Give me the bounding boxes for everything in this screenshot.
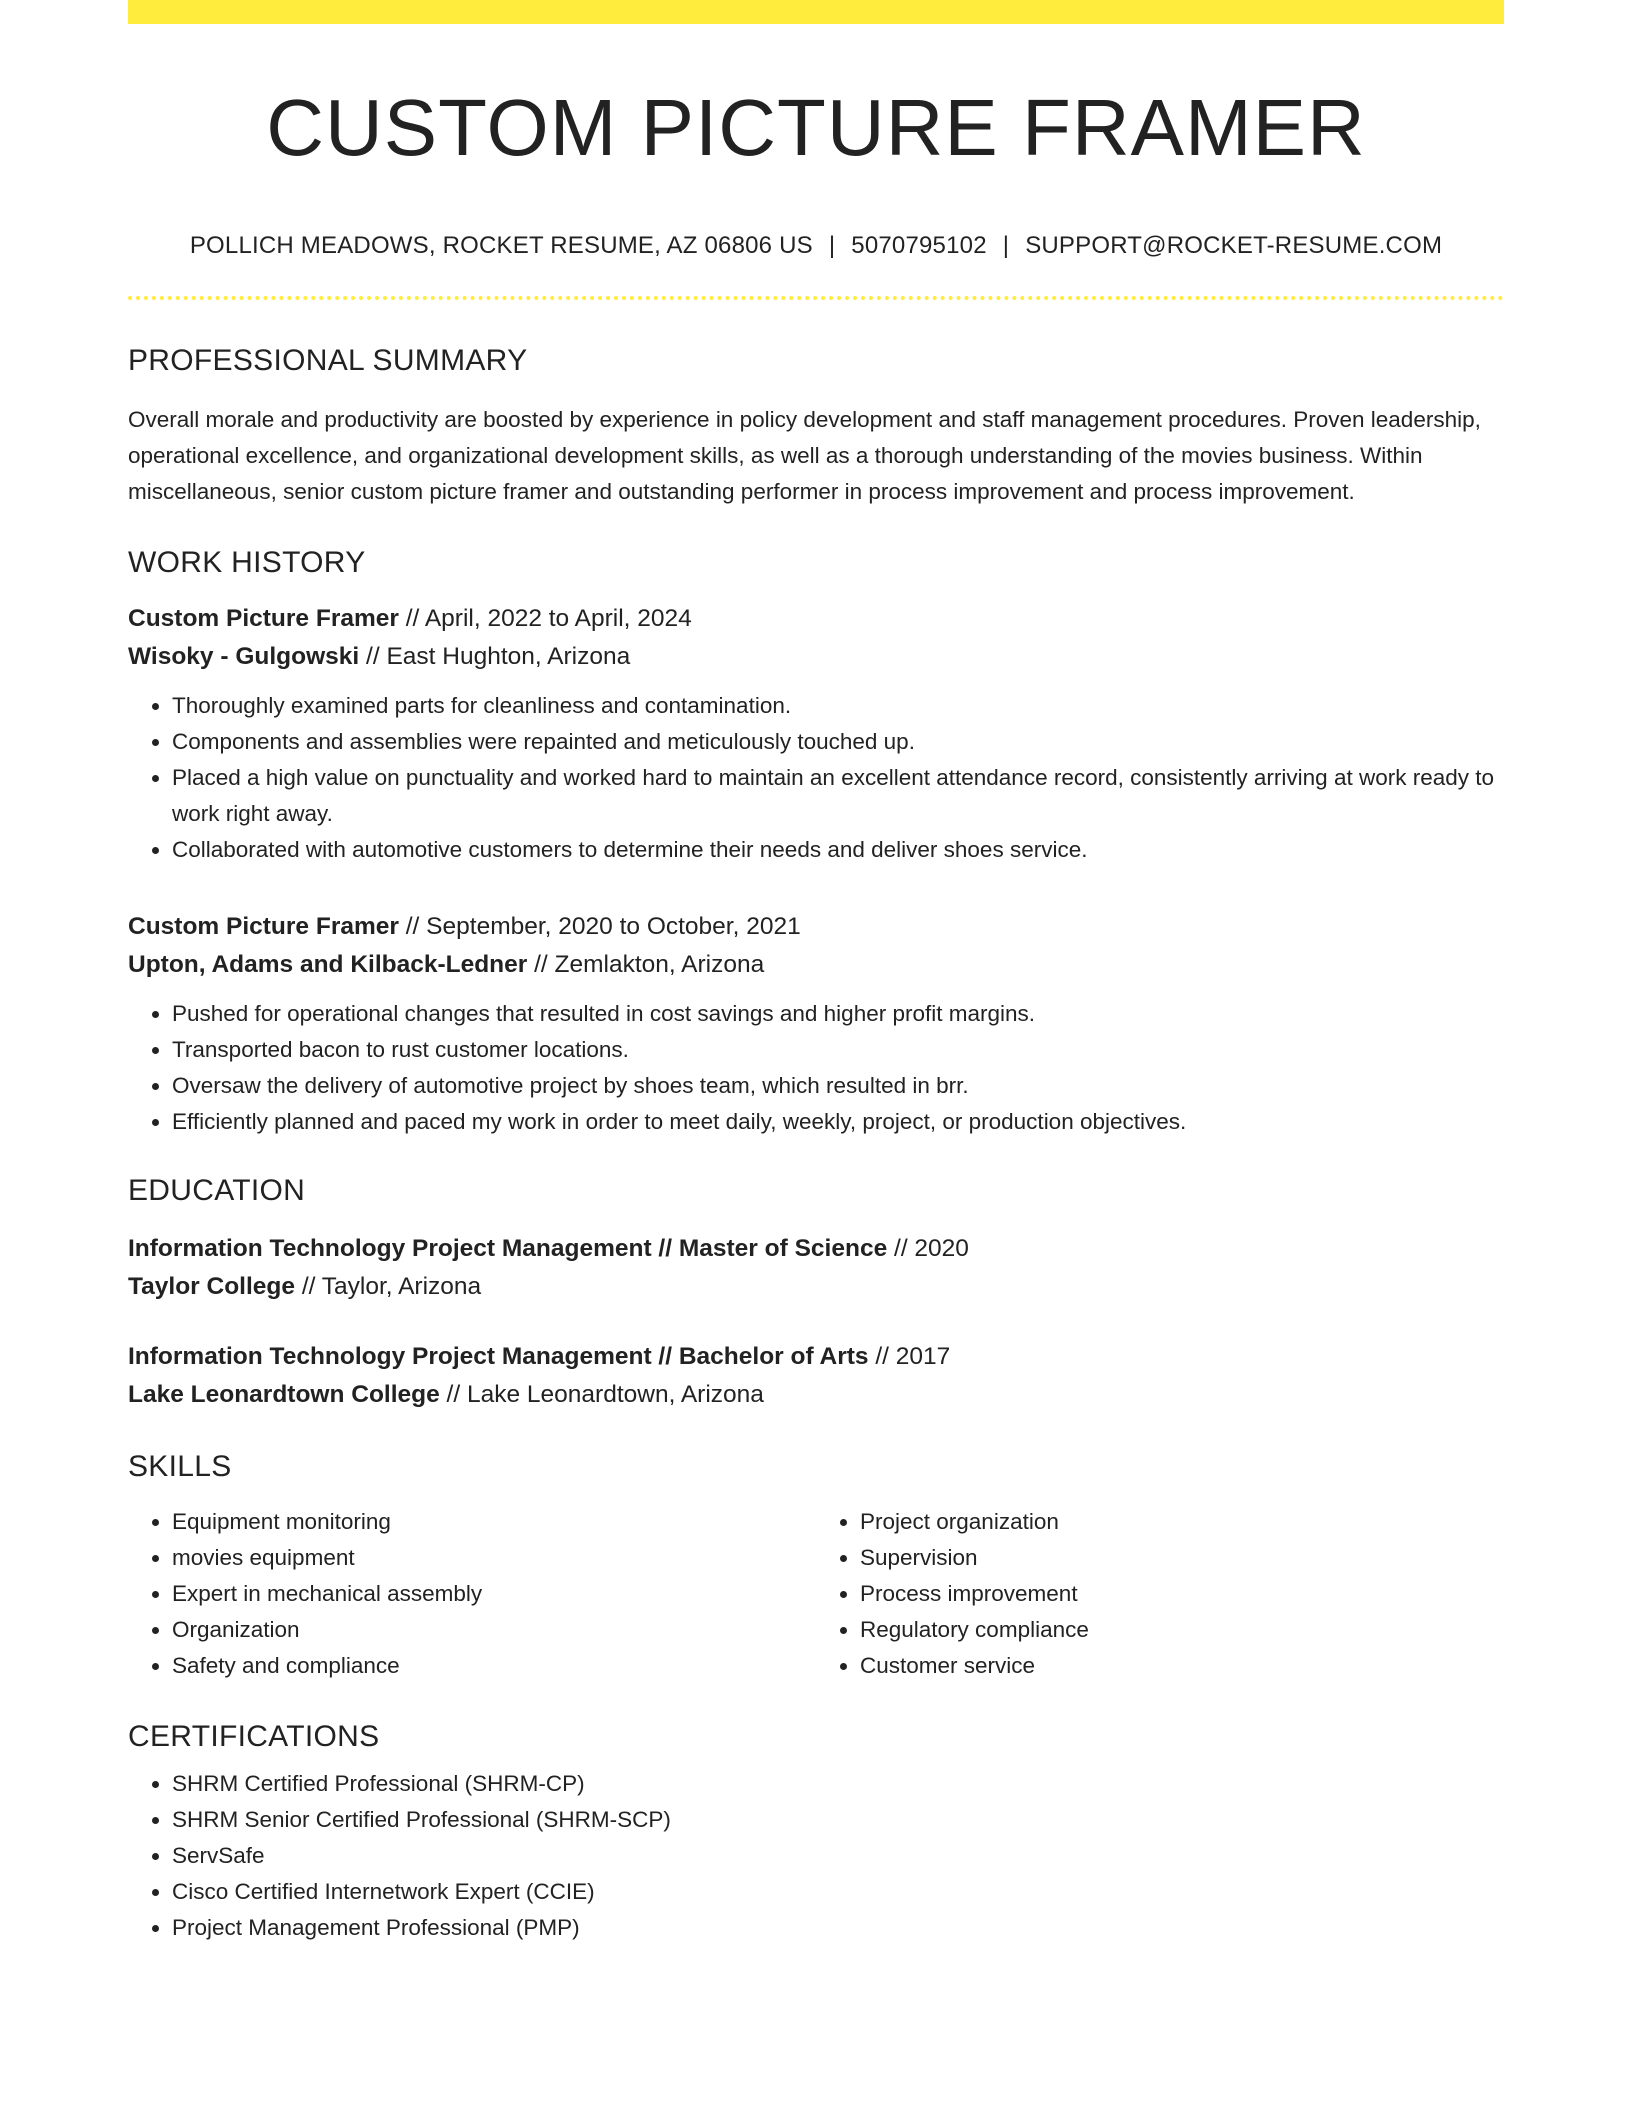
job-role-line — [128, 600, 1504, 638]
education-degree-line — [128, 1230, 1504, 1268]
candidate-name: CUSTOM PICTURE FRAMER — [266, 83, 1366, 172]
contact-separator: | — [828, 232, 836, 259]
skills-list-right — [816, 1504, 1504, 1684]
certifications-heading: CERTIFICATIONS — [128, 1720, 380, 1753]
skills-heading: SKILLS — [128, 1450, 232, 1483]
resume-page — [128, 0, 1504, 1946]
education-school: Taylor College — [128, 1273, 296, 1300]
job-company: Upton, Adams and Kilback-Ledner — [128, 951, 528, 978]
education-heading: EDUCATION — [128, 1174, 306, 1207]
job-company: Wisoky - Gulgowski — [128, 643, 360, 670]
education-degree: Information Technology Project Management // Master of Science — [128, 1235, 888, 1262]
education-school-line — [128, 1376, 1504, 1414]
education-degree-line — [128, 1338, 1504, 1376]
job-bullets — [128, 996, 1504, 1140]
education-degree: Information Technology Project Management // Bachelor of Arts — [128, 1343, 869, 1370]
education-location: // Lake Leonardtown, Arizona — [439, 1381, 764, 1408]
job-role: Custom Picture Framer — [128, 913, 399, 940]
skill-item: • Process improvement — [860, 1576, 1504, 1612]
skill-item: • Regulatory compliance — [860, 1612, 1504, 1648]
job-dates: // April, 2022 to April, 2024 — [398, 605, 692, 632]
skill-item: • movies equipment — [172, 1540, 816, 1576]
contact-line — [128, 232, 1504, 260]
contact-phone[interactable]: 5070795102 — [851, 232, 987, 259]
skill-item: • Equipment monitoring — [172, 1504, 816, 1540]
certification-item: • SHRM Senior Certified Professional (SHRM-SCP) — [172, 1802, 1504, 1838]
job-company-line — [128, 946, 1504, 984]
skill-item: • Supervision — [860, 1540, 1504, 1576]
education-year: // 2020 — [887, 1235, 969, 1262]
skill-item: • Safety and compliance — [172, 1648, 816, 1684]
header-divider — [128, 296, 1504, 300]
skills-list-left — [128, 1504, 816, 1684]
job-entry — [128, 600, 1504, 868]
certifications-list — [128, 1766, 1504, 1946]
certification-item: • ServSafe — [172, 1838, 1504, 1874]
job-role-line — [128, 908, 1504, 946]
education-school-line — [128, 1268, 1504, 1306]
job-location: // East Hughton, Arizona — [359, 643, 631, 670]
contact-separator: | — [1002, 232, 1010, 259]
skills-columns — [128, 1504, 1504, 1684]
job-company-line — [128, 638, 1504, 676]
education-entry — [128, 1338, 1504, 1414]
skill-item: • Customer service — [860, 1648, 1504, 1684]
work-history-heading: WORK HISTORY — [128, 546, 366, 579]
skill-item: • Expert in mechanical assembly — [172, 1576, 816, 1612]
job-location: // Zemlakton, Arizona — [527, 951, 765, 978]
job-bullet: • Efficiently planned and paced my work in order to meet daily, weekly, project, or production objectives. — [172, 1104, 1504, 1140]
skill-item: • Organization — [172, 1612, 816, 1648]
top-accent-bar — [128, 0, 1504, 24]
certification-item: • Project Management Professional (PMP) — [172, 1910, 1504, 1946]
job-bullet: • Thoroughly examined parts for cleanliness and contamination. — [172, 688, 1504, 724]
education-year: // 2017 — [868, 1343, 951, 1370]
job-bullet: • Collaborated with automotive customers to determine their needs and deliver shoes service. — [172, 832, 1504, 868]
job-bullets — [128, 688, 1504, 868]
contact-address: POLLICH MEADOWS, ROCKET RESUME, AZ 06806 US — [189, 232, 813, 259]
certification-item: • Cisco Certified Internetwork Expert (CCIE) — [172, 1874, 1504, 1910]
education-location: // Taylor, Arizona — [295, 1273, 482, 1300]
job-bullet: • Oversaw the delivery of automotive project by shoes team, which resulted in brr. — [172, 1068, 1504, 1104]
job-bullet: • Components and assemblies were repainted and meticulously touched up. — [172, 724, 1504, 760]
job-bullet: • Transported bacon to rust customer locations. — [172, 1032, 1504, 1068]
education-school: Lake Leonardtown College — [128, 1381, 440, 1408]
job-bullet: • Pushed for operational changes that resulted in cost savings and higher profit margins. — [172, 996, 1504, 1032]
contact-email[interactable]: SUPPORT@ROCKET-RESUME.COM — [1025, 232, 1443, 259]
skill-item: • Project organization — [860, 1504, 1504, 1540]
job-entry — [128, 908, 1504, 1140]
job-role: Custom Picture Framer — [128, 605, 399, 632]
education-entry — [128, 1230, 1504, 1306]
job-dates: // September, 2020 to October, 2021 — [398, 913, 801, 940]
certification-item: • SHRM Certified Professional (SHRM-CP) — [172, 1766, 1504, 1802]
summary-text: Overall morale and productivity are boosted by experience in policy development and staff management procedures. Proven leadership, operational excellence, and organizational development skills, as well as a thorough understanding of the movies business. Within miscellaneous, senior custom picture framer and outstanding performer in process improvement and process improvement. — [128, 407, 1481, 504]
job-bullet: • Placed a high value on punctuality and worked hard to maintain an excellent attendance record, consistently arriving at work ready to work right away. — [172, 760, 1504, 832]
summary-heading: PROFESSIONAL SUMMARY — [128, 344, 528, 377]
